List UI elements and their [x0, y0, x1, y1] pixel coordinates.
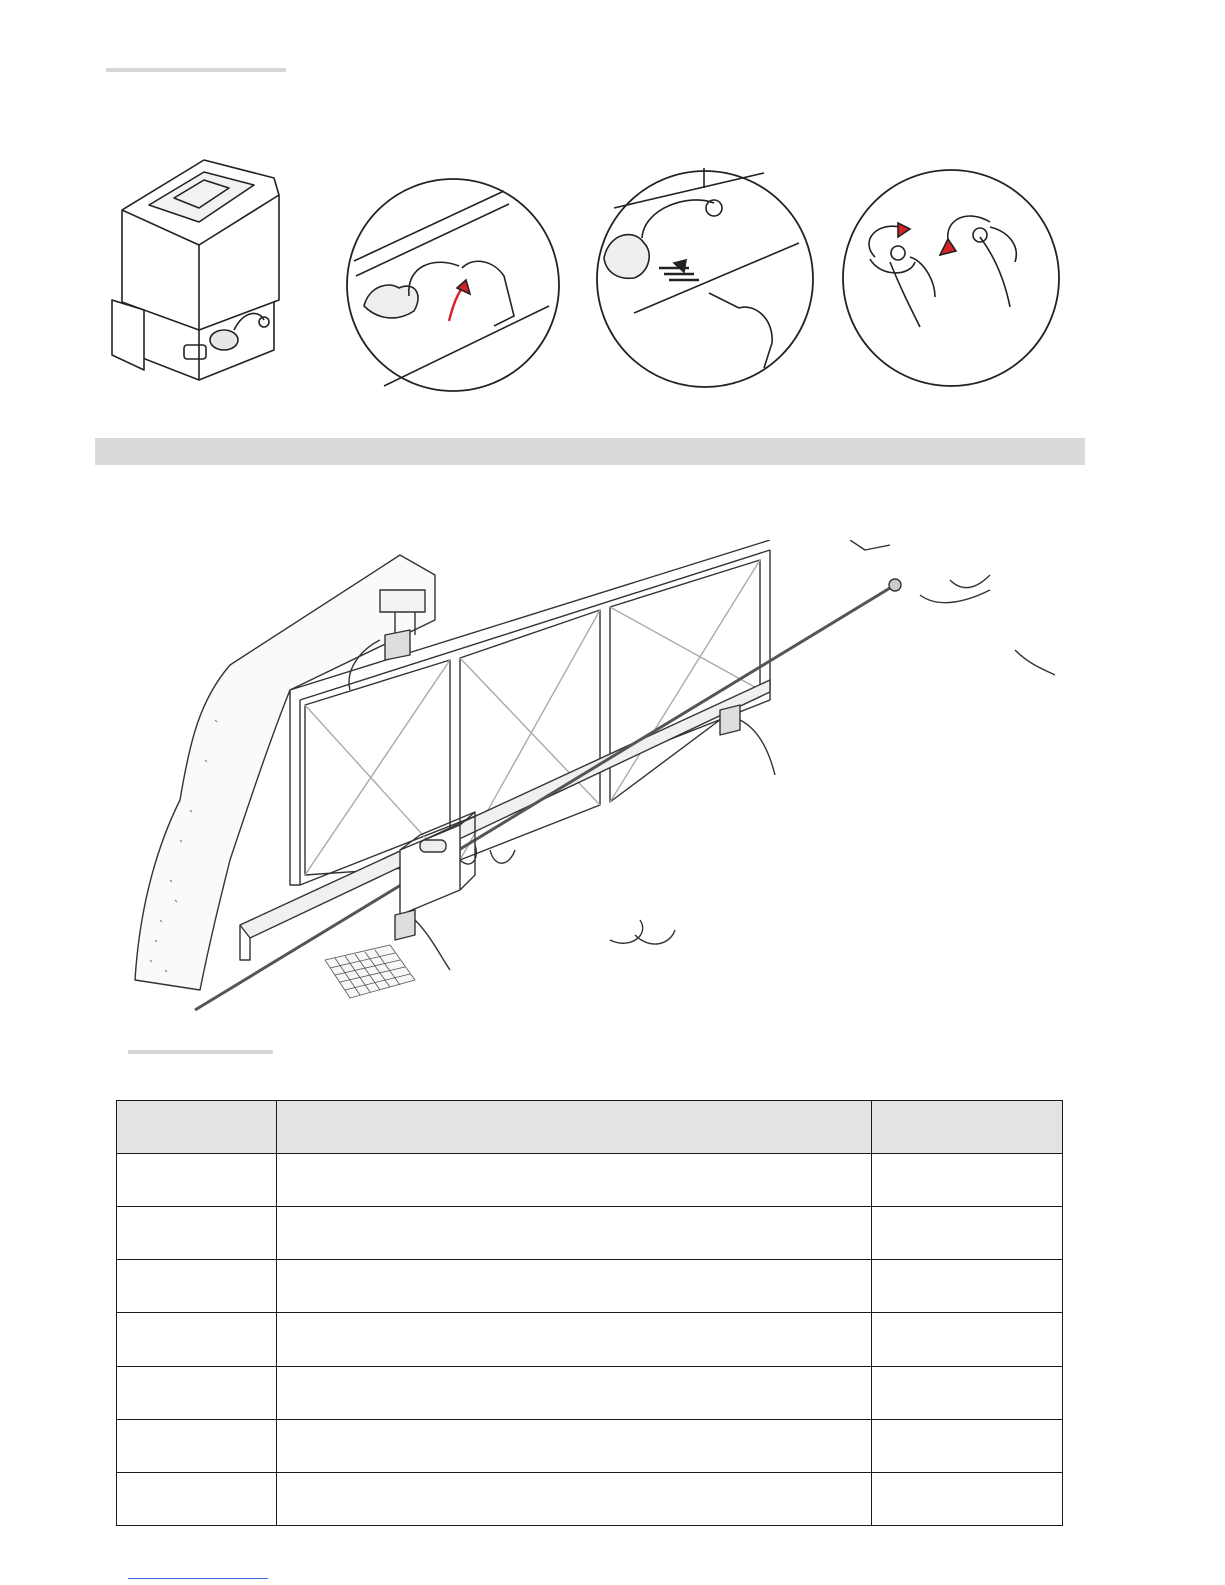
section-rule-top [106, 68, 286, 72]
insert-key-illustration [594, 168, 816, 390]
table-cell [872, 1419, 1063, 1472]
table-row [117, 1207, 1063, 1260]
maintenance-table [116, 1100, 1063, 1526]
table-cell [872, 1472, 1063, 1525]
table-cell [277, 1154, 872, 1207]
footer-link-underline[interactable] [128, 1578, 268, 1579]
table-cell [277, 1419, 872, 1472]
header-cell-3 [872, 1101, 1063, 1154]
release-cover-illustration [344, 176, 562, 394]
table-header-row [117, 1101, 1063, 1154]
table-cell [117, 1260, 277, 1313]
table-cell [872, 1207, 1063, 1260]
section-rule-table [128, 1050, 273, 1054]
table-cell [277, 1260, 872, 1313]
gate-lubrication-illustration [130, 540, 1075, 1020]
table-cell [117, 1154, 277, 1207]
table-cell [117, 1313, 277, 1366]
table-cell [117, 1419, 277, 1472]
table-cell [872, 1154, 1063, 1207]
table-cell [277, 1366, 872, 1419]
table-cell [872, 1313, 1063, 1366]
table-row [117, 1154, 1063, 1207]
table-row [117, 1472, 1063, 1525]
rotate-knob-illustration [840, 167, 1062, 389]
table-cell [117, 1207, 277, 1260]
motor-unit-illustration [104, 150, 304, 395]
table-cell [277, 1313, 872, 1366]
table-cell [277, 1472, 872, 1525]
table-cell [277, 1207, 872, 1260]
table-cell [117, 1472, 277, 1525]
header-cell-1 [117, 1101, 277, 1154]
table-row [117, 1366, 1063, 1419]
table-cell [872, 1366, 1063, 1419]
table-row [117, 1313, 1063, 1366]
table-row [117, 1419, 1063, 1472]
table-row [117, 1260, 1063, 1313]
table-cell [117, 1366, 277, 1419]
section-band [95, 438, 1085, 465]
table-cell [872, 1260, 1063, 1313]
header-cell-2 [277, 1101, 872, 1154]
